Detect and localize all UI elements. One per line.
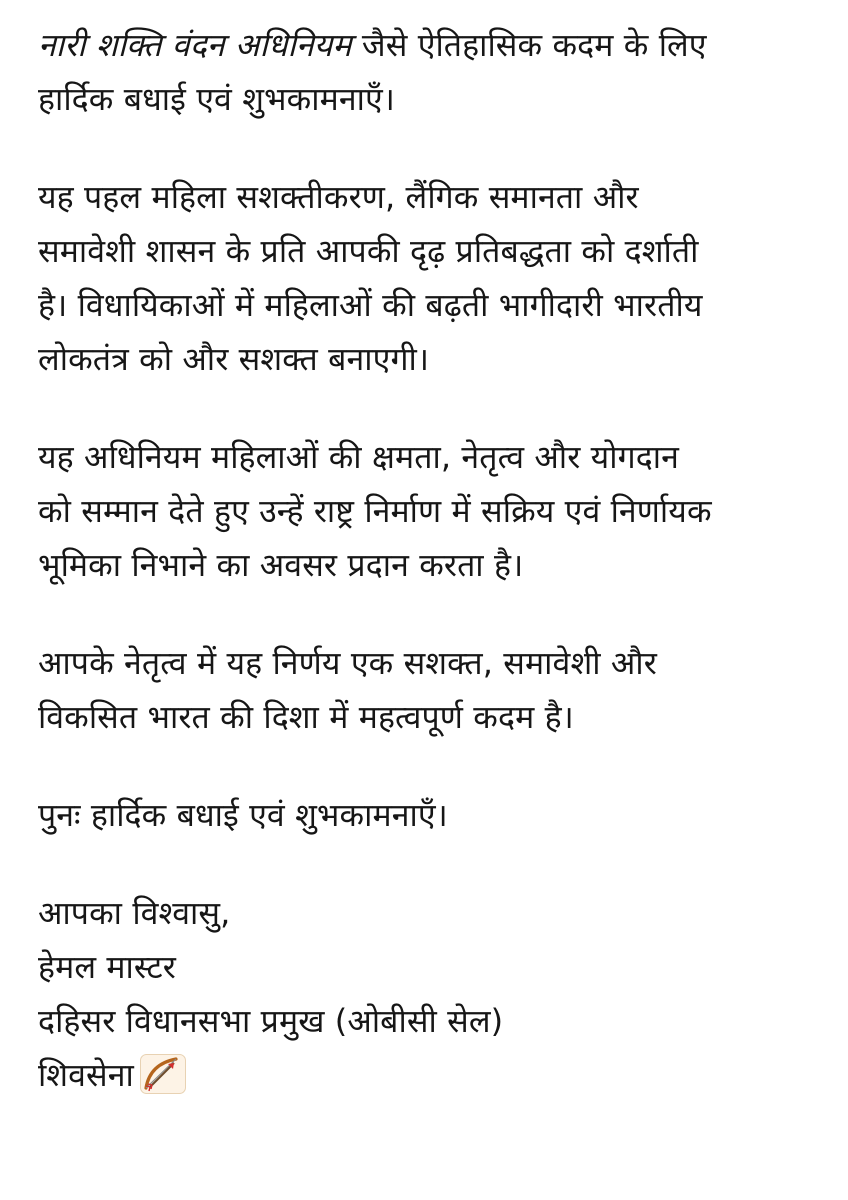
letter-body [38,18,812,1102]
paragraph-congratulations [38,788,812,842]
act-name: नारी शक्ति वंदन अधिनियम [38,26,352,64]
bow-and-arrow-icon [140,1054,186,1094]
opening-paragraph [38,18,812,126]
paragraph-act-role [38,430,812,592]
paragraph-line: यह अधिनियम महिलाओं की क्षमता, नेतृत्व और योगदान [38,438,679,476]
closing-salutation: आपका विश्वासु, [38,894,231,932]
sender-designation: दहिसर विधानसभा प्रमुख (ओबीसी सेल) [38,1002,504,1040]
opening-line-1 [38,18,812,72]
paragraph-line: आपके नेतृत्व में यह निर्णय एक सशक्त, समावेशी और [38,644,657,682]
opening-line-1-rest: जैसे ऐतिहासिक कदम के लिए [351,26,707,64]
paragraph-line: पुनः हार्दिक बधाई एवं शुभकामनाएँ। [38,796,448,834]
party-name: शिवसेना [38,1056,134,1094]
party-line [38,1048,812,1102]
paragraph-line: है। विधायिकाओं में महिलाओं की बढ़ती भागीदारी भारतीय [38,286,703,324]
sender-name: हेमल मास्टर [38,948,176,986]
paragraph-empowerment [38,170,812,386]
paragraph-line: को सम्मान देते हुए उन्हें राष्ट्र निर्माण में सक्रिय एवं निर्णायक [38,492,712,530]
paragraph-line: भूमिका निभाने का अवसर प्रदान करता है। [38,546,524,584]
opening-line-2: हार्दिक बधाई एवं शुभकामनाएँ। [38,80,396,118]
paragraph-leadership [38,636,812,744]
paragraph-line: समावेशी शासन के प्रति आपकी दृढ़ प्रतिबद्धता को दर्शाती [38,232,699,270]
paragraph-line: विकसित भारत की दिशा में महत्वपूर्ण कदम है। [38,698,574,736]
paragraph-line: लोकतंत्र को और सशक्त बनाएगी। [38,340,430,378]
paragraph-line: यह पहल महिला सशक्तीकरण, लैंगिक समानता और [38,178,639,216]
signoff-block [38,886,812,1102]
